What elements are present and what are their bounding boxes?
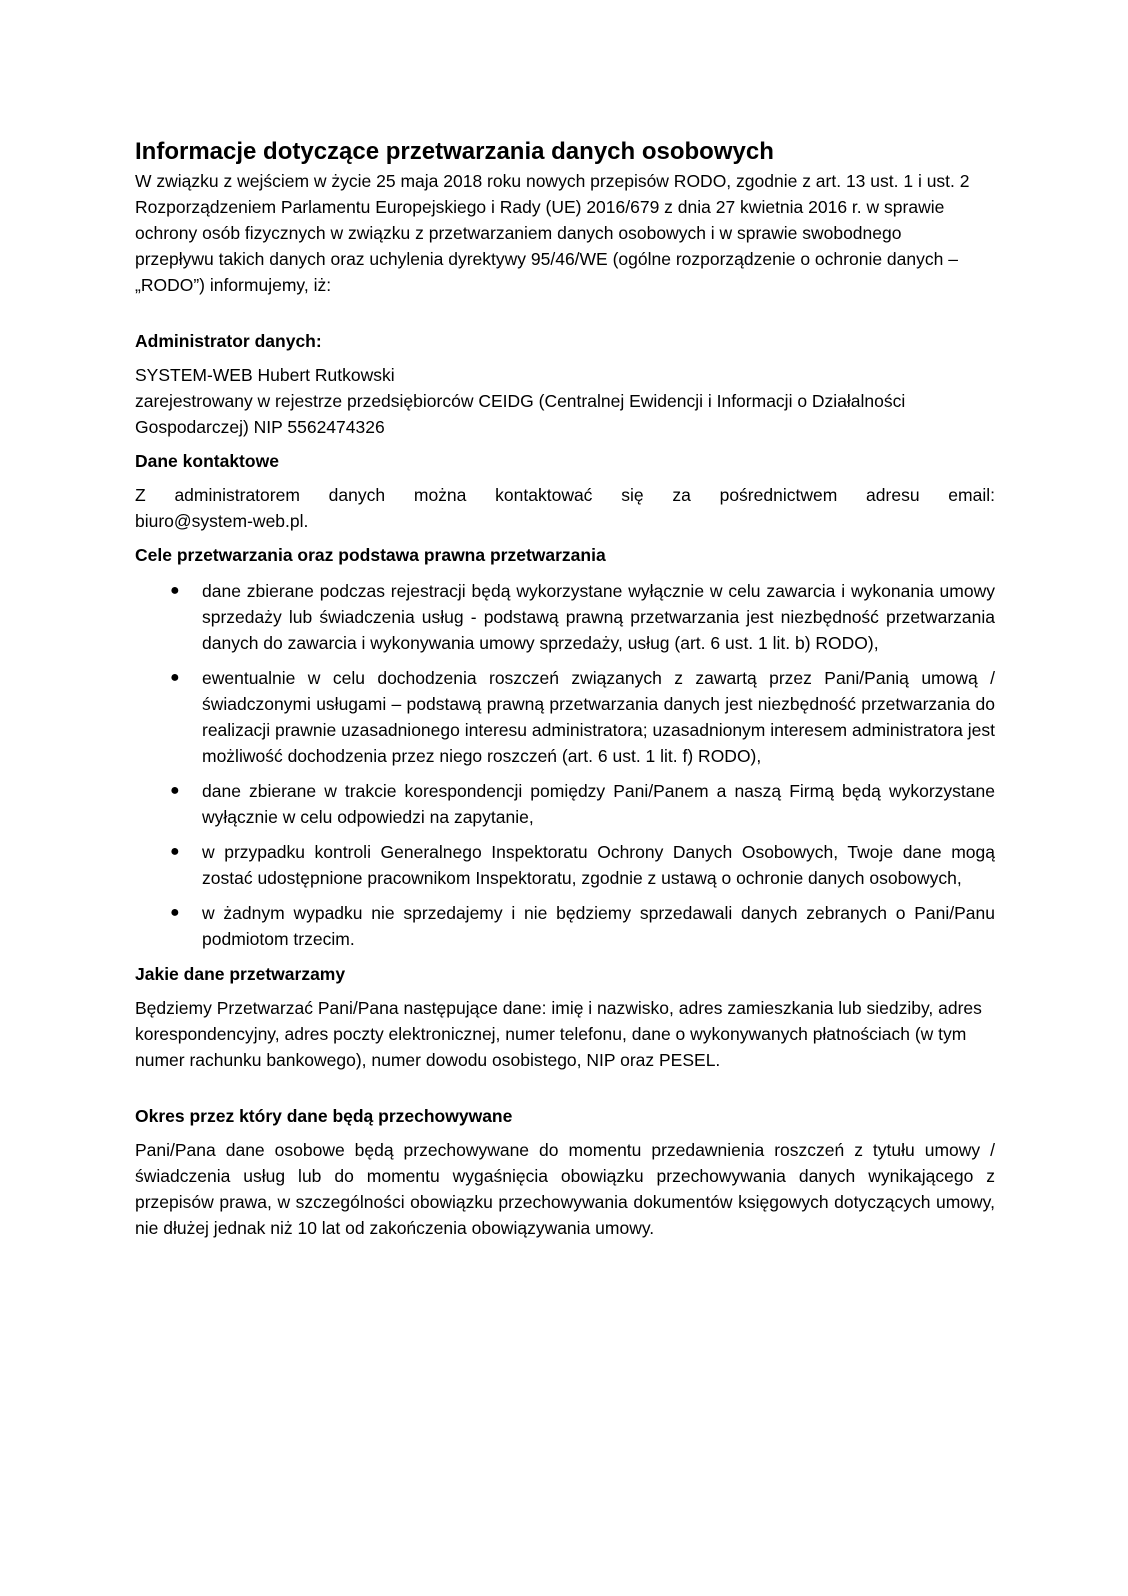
list-item [135,578,995,656]
list-item-text: dane zbierane podczas rejestracji będą wykorzystane wyłącznie w celu zawarcia i wykonania umowy sprzedaży lub świadczenia usług - podstawą prawną przetwarzania jest niezbędność przetwarzania danych do zawarcia i wykonywania umowy sprzedaży, usług (art. 6 ust. 1 lit. b) RODO), [202,581,995,653]
bullet-icon: ● [170,843,180,860]
list-item-text: w żadnym wypadku nie sprzedajemy i nie będziemy sprzedawali danych zebranych o Pani/Panu podmiotom trzecim. [202,903,995,949]
list-item-text: ewentualnie w celu dochodzenia roszczeń związanych z zawartą przez Pani/Panią umową / świadczonymi usługami – podstawą prawną przetwarzania danych jest niezbędność przetwarzania do realizacji prawnie uzasadnionego interesu administratora; uzasadnionym interesem administratora jest możliwość dochodzenia przez niego roszczeń (art. 6 ust. 1 lit. f) RODO), [202,668,995,766]
list-item-text: dane zbierane w trakcie korespondencji pomiędzy Pani/Panem a naszą Firmą będą wykorzystane wyłącznie w celu odpowiedzi na zapytanie, [202,781,995,827]
purposes-heading: Cele przetwarzania oraz podstawa prawna przetwarzania [135,545,606,565]
intro-paragraph: W związku z wejściem w życie 25 maja 2018 roku nowych przepisów RODO, zgodnie z art. 13 ust. 1 i ust. 2 Rozporządzeniem Parlamentu Europejskiego i Rady (UE) 2016/679 z dnia 27 kwietnia 2016 r. w sprawie ochrony osób fizycznych w związku z przetwarzaniem danych osobowych i w sprawie swobodnego przepływu takich danych oraz uchylenia dyrektywy 95/46/WE (ogólne rozporządzenie o ochronie danych – „RODO”) informujemy, iż: [135,171,970,295]
bullet-icon: ● [170,582,180,599]
list-item [135,839,995,891]
list-item-text: w przypadku kontroli Generalnego Inspektoratu Ochrony Danych Osobowych, Twoje dane mogą zostać udostępnione pracownikom Inspektoratu, zgodnie z ustawą o ochronie danych osobowych, [202,842,995,888]
bullet-icon: ● [170,669,180,686]
administrator-details: zarejestrowany w rejestrze przedsiębiorców CEIDG (Centralnej Ewidencji i Informacji o Działalności Gospodarczej) NIP 5562474326 [135,391,906,437]
contact-email: biuro@system-web.pl. [135,511,309,531]
list-item [135,900,995,952]
data-types-text: Będziemy Przetwarzać Pani/Pana następujące dane: imię i nazwisko, adres zamieszkania lub siedziby, adres korespondencyjny, adres poczty elektronicznej, numer telefonu, dane o wykonywanych płatnościach (w tym numer rachunku bankowego), numer dowodu osobistego, NIP oraz PESEL. [135,998,982,1070]
list-item [135,665,995,769]
data-types-heading: Jakie dane przetwarzamy [135,964,346,984]
bullet-icon: ● [170,782,180,799]
contact-heading: Dane kontaktowe [135,451,279,471]
administrator-heading: Administrator danych: [135,331,322,351]
bullet-icon: ● [170,904,180,921]
document-page [135,136,995,1241]
purposes-list [135,578,995,952]
retention-text: Pani/Pana dane osobowe będą przechowywane do momentu przedawnienia roszczeń z tytułu umowy / świadczenia usług lub do momentu wygaśnięcia obowiązku przechowywania danych wynikającego z przepisów prawa, w szczególności obowiązku przechowywania dokumentów księgowych dotyczących umowy, nie dłużej jednak niż 10 lat od zakończenia obowiązywania umowy. [135,1140,995,1238]
document-title: Informacje dotyczące przetwarzania danych osobowych [135,138,774,165]
list-item [135,778,995,830]
retention-heading: Okres przez który dane będą przechowywane [135,1106,513,1126]
contact-text: Z administratorem danych można kontaktować się za pośrednictwem adresu email: [135,485,995,505]
administrator-name: SYSTEM-WEB Hubert Rutkowski [135,365,395,385]
